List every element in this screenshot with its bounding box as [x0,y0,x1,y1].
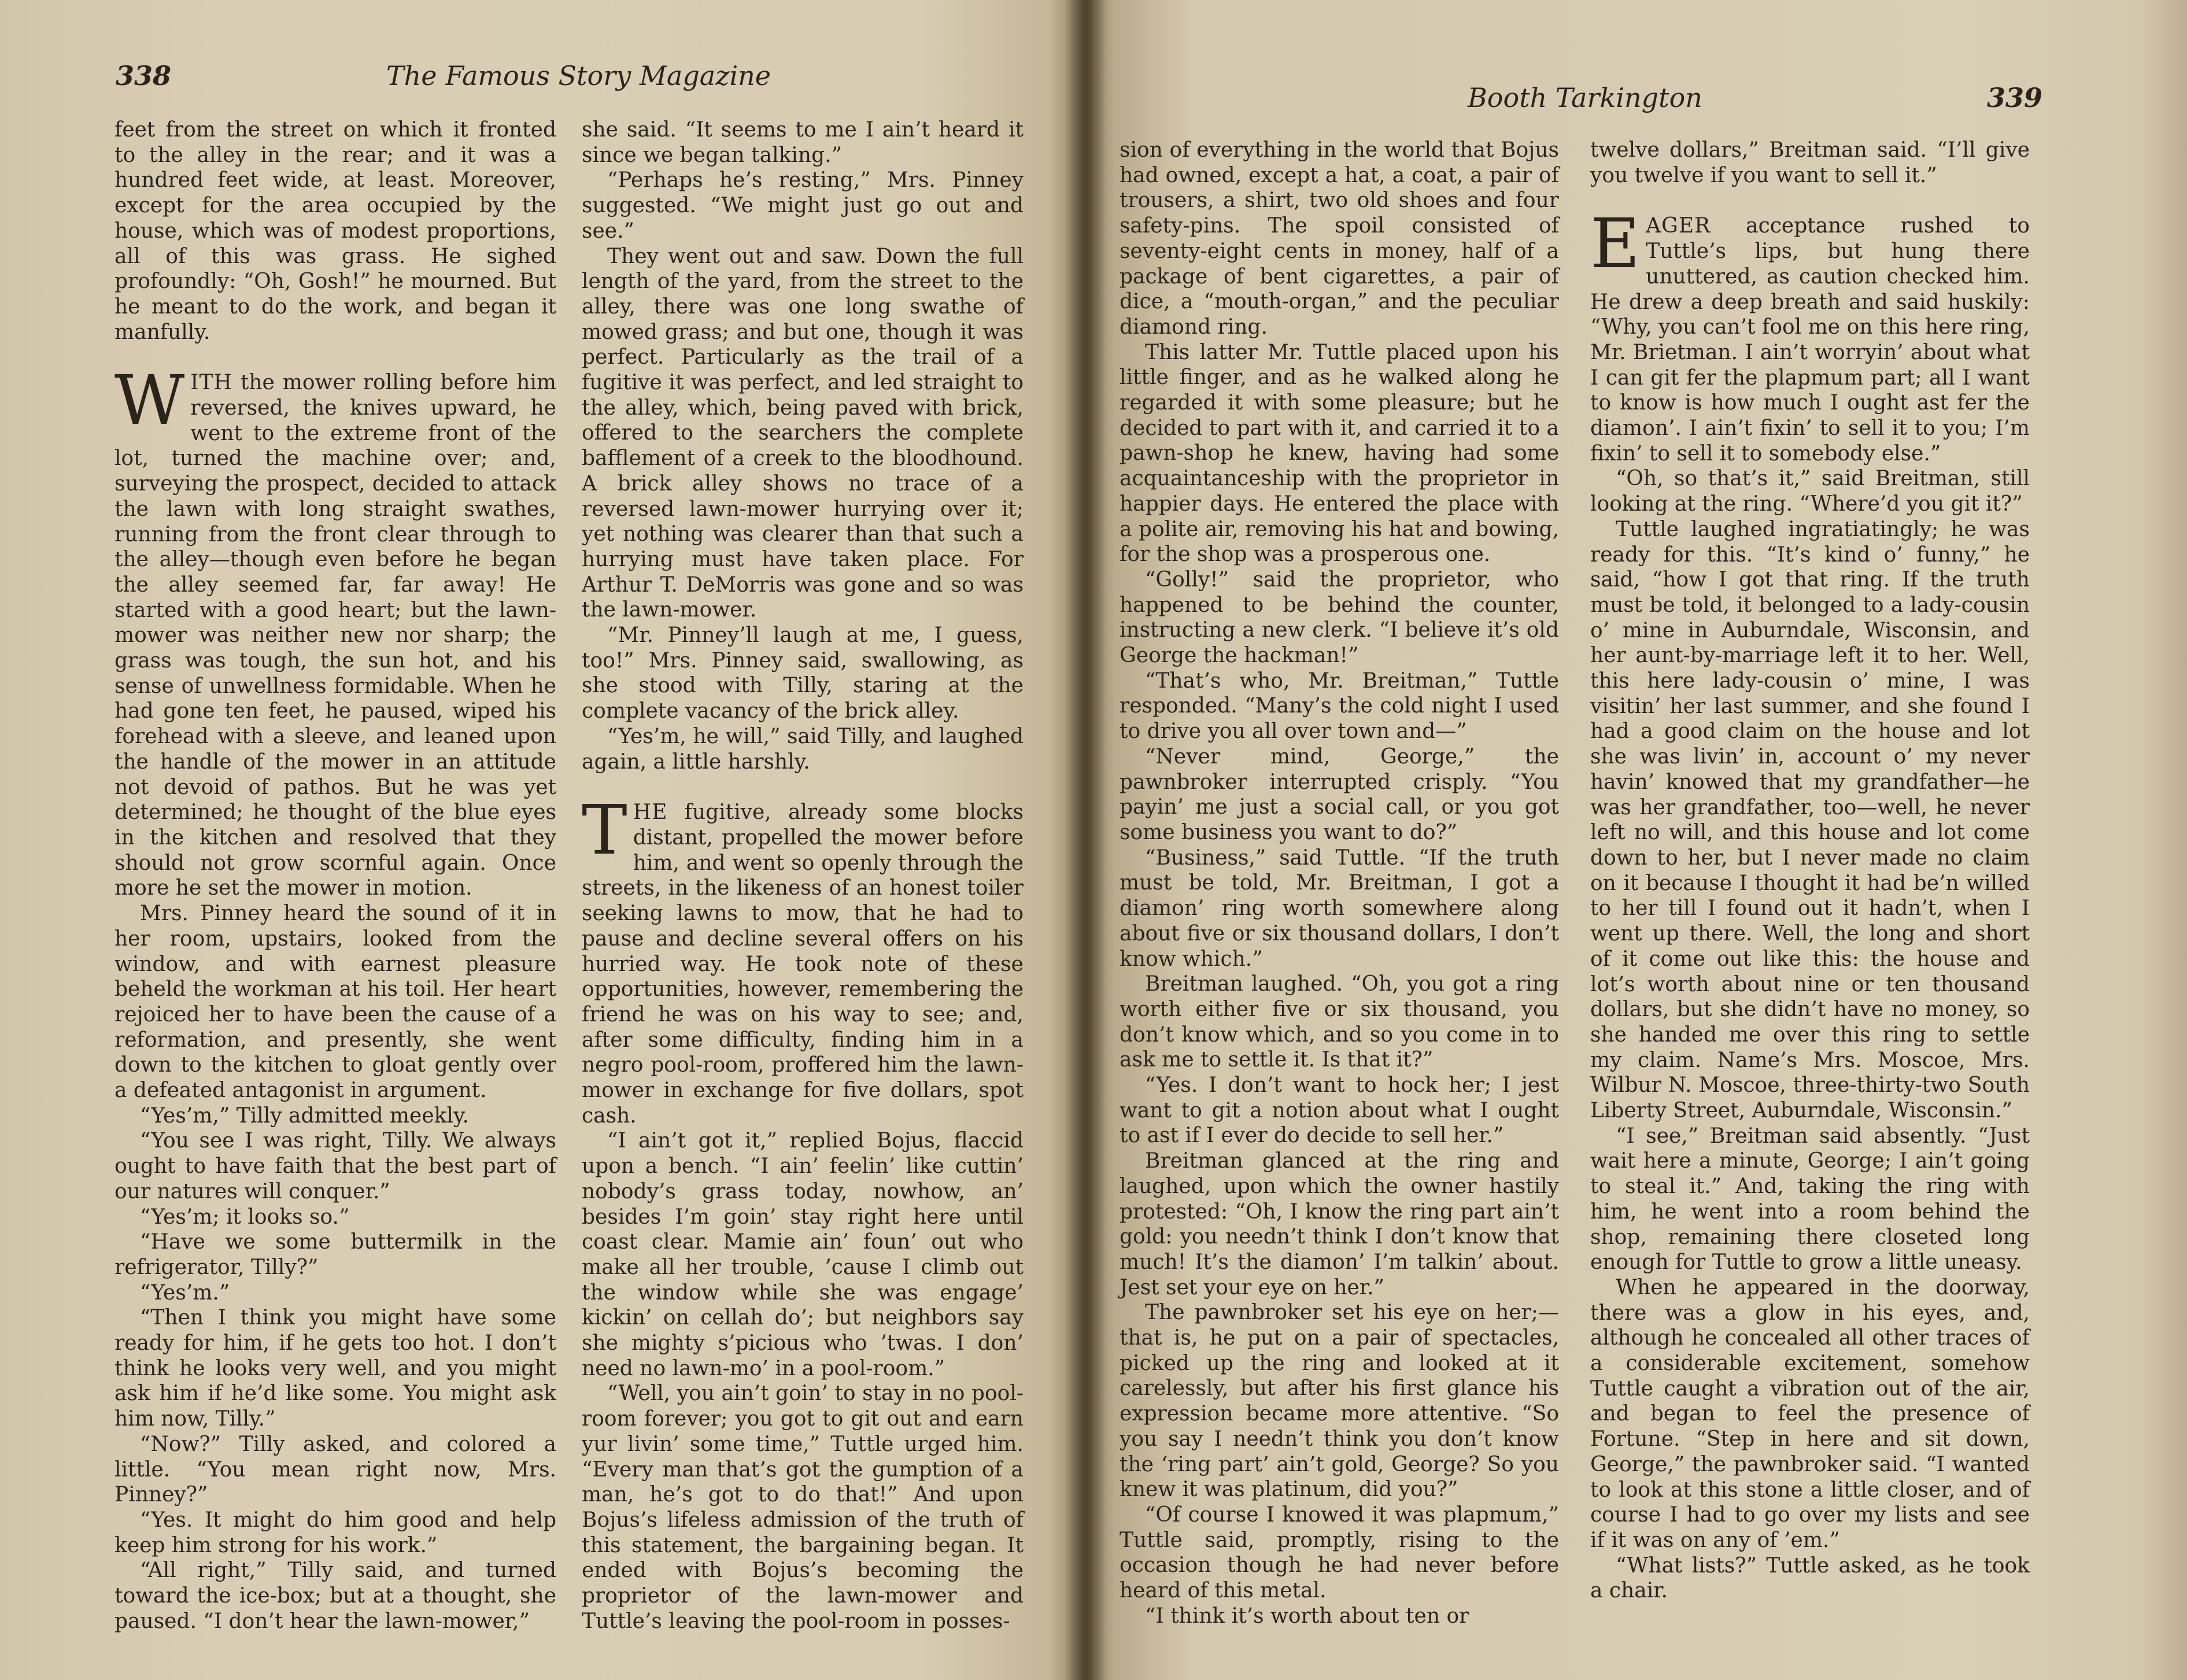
left-page [0,0,1081,1680]
paragraph: sion of everything in the world that Bojus had owned, except a hat, a coat, a pair of trousers, a shirt, two old shoes and four safety-pins. The spoil consisted of seventy-eight cents in money, half of a package of bent cigarettes, a pair of dice, a “mouth-organ,” and the peculiar diamond ring. [1120,138,1559,339]
paragraph: “Business,” said Tuttle. “If the truth must be told, Mr. Breitman, I got a diamon’ ring worth somewhere along about five or six thousand dollars, I don’t know which.” [1120,845,1559,971]
right-page [1081,0,2187,1680]
paragraph: “Yes’m.” [140,1280,230,1305]
paragraph: twelve dollars,” Breitman said. “I’ll give you twelve if you want to sell it.” [1590,138,2030,187]
paragraph: When he appeared in the doorway, there was a glow in his eyes, and, although he concealed all other traces of a considerable excitement, somehow Tuttle caught a vibration out of the air, and began to feel the presence of Fortune. “Step in here and sit down, George,” the pawnbroker said. “I wanted to look at this stone a little closer, and of course I had to go over my lists and see if it was on any of ’em.” [1590,1275,2030,1552]
paragraph: “You see I was right, Tilly. We always ought to have faith that the best part of our natures will conquer.” [114,1129,556,1203]
paragraph: “Of course I knowed it was plapmum,” Tuttle said, promptly, rising to the occasion though he had never before heard of this metal. [1120,1502,1559,1603]
paragraph: “Well, you ain’t goin’ to stay in no pool-room forever; you got to git out and earn yur livin’ some time,” Tuttle urged him. “Every man that’s got the gumption of a man, he’s got to do that!” And upon Bojus’s lifeless admission of the truth of this statement, the bargaining began. It ended with Bojus’s becoming the proprietor of the lawn-mower and Tuttle’s leaving the pool-room in posses- [582,1382,1024,1633]
paragraph: she said. “It seems to me I ain’t heard it since we began talking.” [582,118,1024,167]
paragraph: “Yes. I don’t want to hock her; I jest want to git a notion about what I ought to ast if I ever do decide to sell her.” [1120,1073,1559,1148]
paragraph: feet from the street on which it fronted to the alley in the rear; and it was a hundred feet wide, at least. Moreover, except for the area occupied by the house, which was of modest proportions, all of this was grass. He sighed profoundly: “Oh, Gosh!” he mourned. But he meant to do the work, and began it manfully. [114,118,556,344]
paragraph: “Then I think you might have some ready for him, if he gets too hot. I don’t think he looks very well, and you might ask him if he’d like some. You might ask him now, Tilly.” [114,1306,556,1431]
paragraph: Mrs. Pinney heard the sound of it in her room, upstairs, looked from the window, and with earnest pleasure beheld the workman at his toil. Her heart rejoiced her to have been the cause of a reformation, and presently, she went down to the kitchen to gloat gently over a defeated antagonist in argument. [114,902,556,1103]
paragraph: WITH the mower rolling before him reversed, the knives upward, he went to the extreme front of the lot, turned the machine over; and, surveying the prospect, decided to attack the lawn with long straight swathes, running from the front clear through to the alley—though even before he began the alley seemed far, far away! He started with a good heart; but the lawn-mower was neither new nor sharp; the grass was tough, the sun hot, and his sense of unwellness formidable. When he had gone ten feet, he paused, wiped his forehead with a sleeve, and leaned upon the handle of the mower in an attitude not devoid of pathos. But he was yet determined; he thought of the blue eyes in the kitchen and resolved that they should not grow scornful again. Once more he set the mower in motion. [114,360,556,900]
paragraph: “Yes. It might do him good and help keep him strong for his work.” [114,1508,556,1557]
paragraph: “Golly!” said the proprietor, who happened to be behind the counter, instructing a new clerk. “I believe it’s old George the hackman!” [1120,567,1559,668]
lead-caps: AGER [1646,214,1711,238]
left-page-number: 338 [116,60,172,91]
left-column-1 [114,117,556,1634]
paragraph: “That’s who, Mr. Breitman,” Tuttle responded. “Many’s the cold night I used to drive you all over town and—” [1120,669,1559,744]
right-column-1 [1120,138,1559,1629]
paragraph: “Have we some buttermilk in the refrigerator, Tilly?” [114,1230,556,1279]
paragraph: “I ain’t got it,” replied Bojus, flaccid upon a bench. “I ain’ feelin’ like cuttin’ nobody’s grass today, nowhow, an’ besides I’m goin’ stay right here until coast clear. Mamie ain’ foun’ out who make all her trouble, ’cause I climb out the window while she was engage’ kickin’ on cellah do’; but neighbors say she mighty s’picious who ’twas. I don’ need no lawn-mo’ in a pool-room.” [582,1129,1024,1380]
paragraph: “I see,” Breitman said absently. “Just wait here a minute, George; I ain’t going to steal it.” And, taking the ring with him, he went into a room behind the shop, remaining there closeted long enough for Tuttle to grow a little uneasy. [1590,1124,2030,1275]
paragraph: “I think it’s worth about ten or [1145,1604,1469,1628]
paragraph: Breitman glanced at the ring and laughed, upon which the owner hastily protested: “Oh, I know the ring part ain’t gold: you needn’t think I don’t know that much! It’s the diamon’ I’m talkin’ about. Jest set your eye on her.” [1120,1149,1559,1299]
paragraph: Tuttle laughed ingratiatingly; he was ready for this. “It’s kind o’ funny,” he said, “how I got that ring. If the truth must be told, it belonged to a lady-cousin o’ mine in Auburndale, Wisconsin, and her aunt-by-marriage left it to her. Well, this here lady-cousin o’ mine, I was visitin’ her last summer, and she found I had a good claim on the house and lot she was livin’ in, account o’ my never havin’ knowed that my grandfather—he was her grandfather, too—well, he never left no will, and this house and lot come down to her, but I never made no claim on it because I thought it had be’n willed to her till I found out it hadn’t, when I went up there. Well, the long and short of it come out like this: the house and lot’s worth about nine or ten thousand dollars, but she didn’t have no money, so she handed me over this ring to settle my claim. Name’s Mrs. Moscoe, Mrs. Wilbur N. Moscoe, three-thirty-two South Liberty Street, Auburndale, Wisconsin.” [1590,517,2030,1123]
paragraph: The pawnbroker set his eye on her;—that is, he put on a pair of spectacles, picked up the ring and looked at it carelessly, but after his first glance his expression became more attentive. “So you say I needn’t think you don’t know the ‘ring part’ ain’t gold, George? So you knew it was platinum, did you?” [1120,1301,1559,1502]
paragraph: “Yes’m; it looks so.” [140,1205,350,1229]
paragraph: Breitman laughed. “Oh, you got a ring worth either five or six thousand, you don’t know which, and so you come in to ask me to settle it. Is that it?” [1120,972,1559,1072]
paragraph: “All right,” Tilly said, and turned toward the ice-box; but at a thought, she paused. “I don’t hear the lawn-mower,” [114,1559,556,1633]
lead-caps: ITH [190,371,232,395]
paragraph: “Never mind, George,” the pawnbroker interrupted crisply. “You payin’ me just a social call, or you got some business you want to do?” [1120,744,1559,844]
right-running-head: Booth Tarkington [1468,82,1702,113]
paragraph: THE fugitive, already some blocks distant, propelled the mower before him, and went so openly through the streets, in the likeness of an honest toiler seeking lawns to mow, that he had to pause and decline several offers on his hurried way. He took note of these opportunities, however, remembering the friend he was on his way to see; and, after some difficulty, finding him in a negro pool-room, proffered him the lawn-mower in exchange for five dollars, spot cash. [582,790,1024,1128]
paragraph: “Now?” Tilly asked, and colored a little. “You mean right now, Mrs. Pinney?” [114,1432,556,1507]
paragraph: “What lists?” Tuttle asked, as he took a chair. [1590,1553,2030,1603]
drop-cap: W [114,360,185,441]
paragraph: They went out and saw. Down the full length of the yard, from the street to the alley, there was one long swathe of mowed grass; and but one, though it was perfect. Particularly as the trail of a fugitive it was perfect, and led straight to the alley, which, being paved with brick, offered to the searchers the complete bafflement of a creek to the bloodhound. A brick alley shows no trace of a reversed lawn-mower hurrying over it; yet nothing was clearer than that such a hurrying must have taken place. For Arthur T. DeMorris was gone and so was the lawn-mower. [582,244,1024,622]
paragraph: “Yes’m,” Tilly admitted meekly. [140,1103,469,1128]
lead-caps: HE [633,800,668,825]
paragraph: EAGER acceptance rushed to Tuttle’s lips, but hung there unuttered, as caution checked him. He drew a deep breath and said huskily: “Why, you can’t fool me on this here ring, Mr. Brietman. I ain’t worryin’ about what I can git fer the plapmum part; all I want to know is how much I ought ast fer the diamon’. I ain’t fixin’ to sell it to you; I’m fixin’ to sell it to somebody else.” [1590,204,2030,466]
paragraph: “Yes’m, he will,” said Tilly, and laughed again, a little harshly. [582,724,1024,774]
paragraph: This latter Mr. Tuttle placed upon his little finger, and as he walked along he regarded it with some pleasure; but he decided to part with it, and carried it to a pawn-shop he knew, having had some acquaintanceship with the proprietor in happier days. He entered the place with a polite air, removing his hat and bowing, for the shop was a prosperous one. [1120,340,1559,567]
left-column-2 [582,117,1024,1634]
paragraph: “Perhaps he’s resting,” Mrs. Pinney suggested. “We might just go out and see.” [582,168,1024,243]
paragraph: “Oh, so that’s it,” said Breitman, still looking at the ring. “Where’d you git it?” [1590,467,2030,516]
left-running-head: The Famous Story Magazine [386,60,771,91]
paragraph: “Mr. Pinney’ll laugh at me, I guess, too!” Mrs. Pinney said, swallowing, as she stood with Tilly, staring at the complete vacancy of the brick alley. [582,623,1024,723]
drop-cap: E [1590,204,1641,284]
drop-cap: T [582,790,627,870]
right-page-number: 339 [1987,82,2043,113]
right-column-2 [1590,138,2030,1604]
